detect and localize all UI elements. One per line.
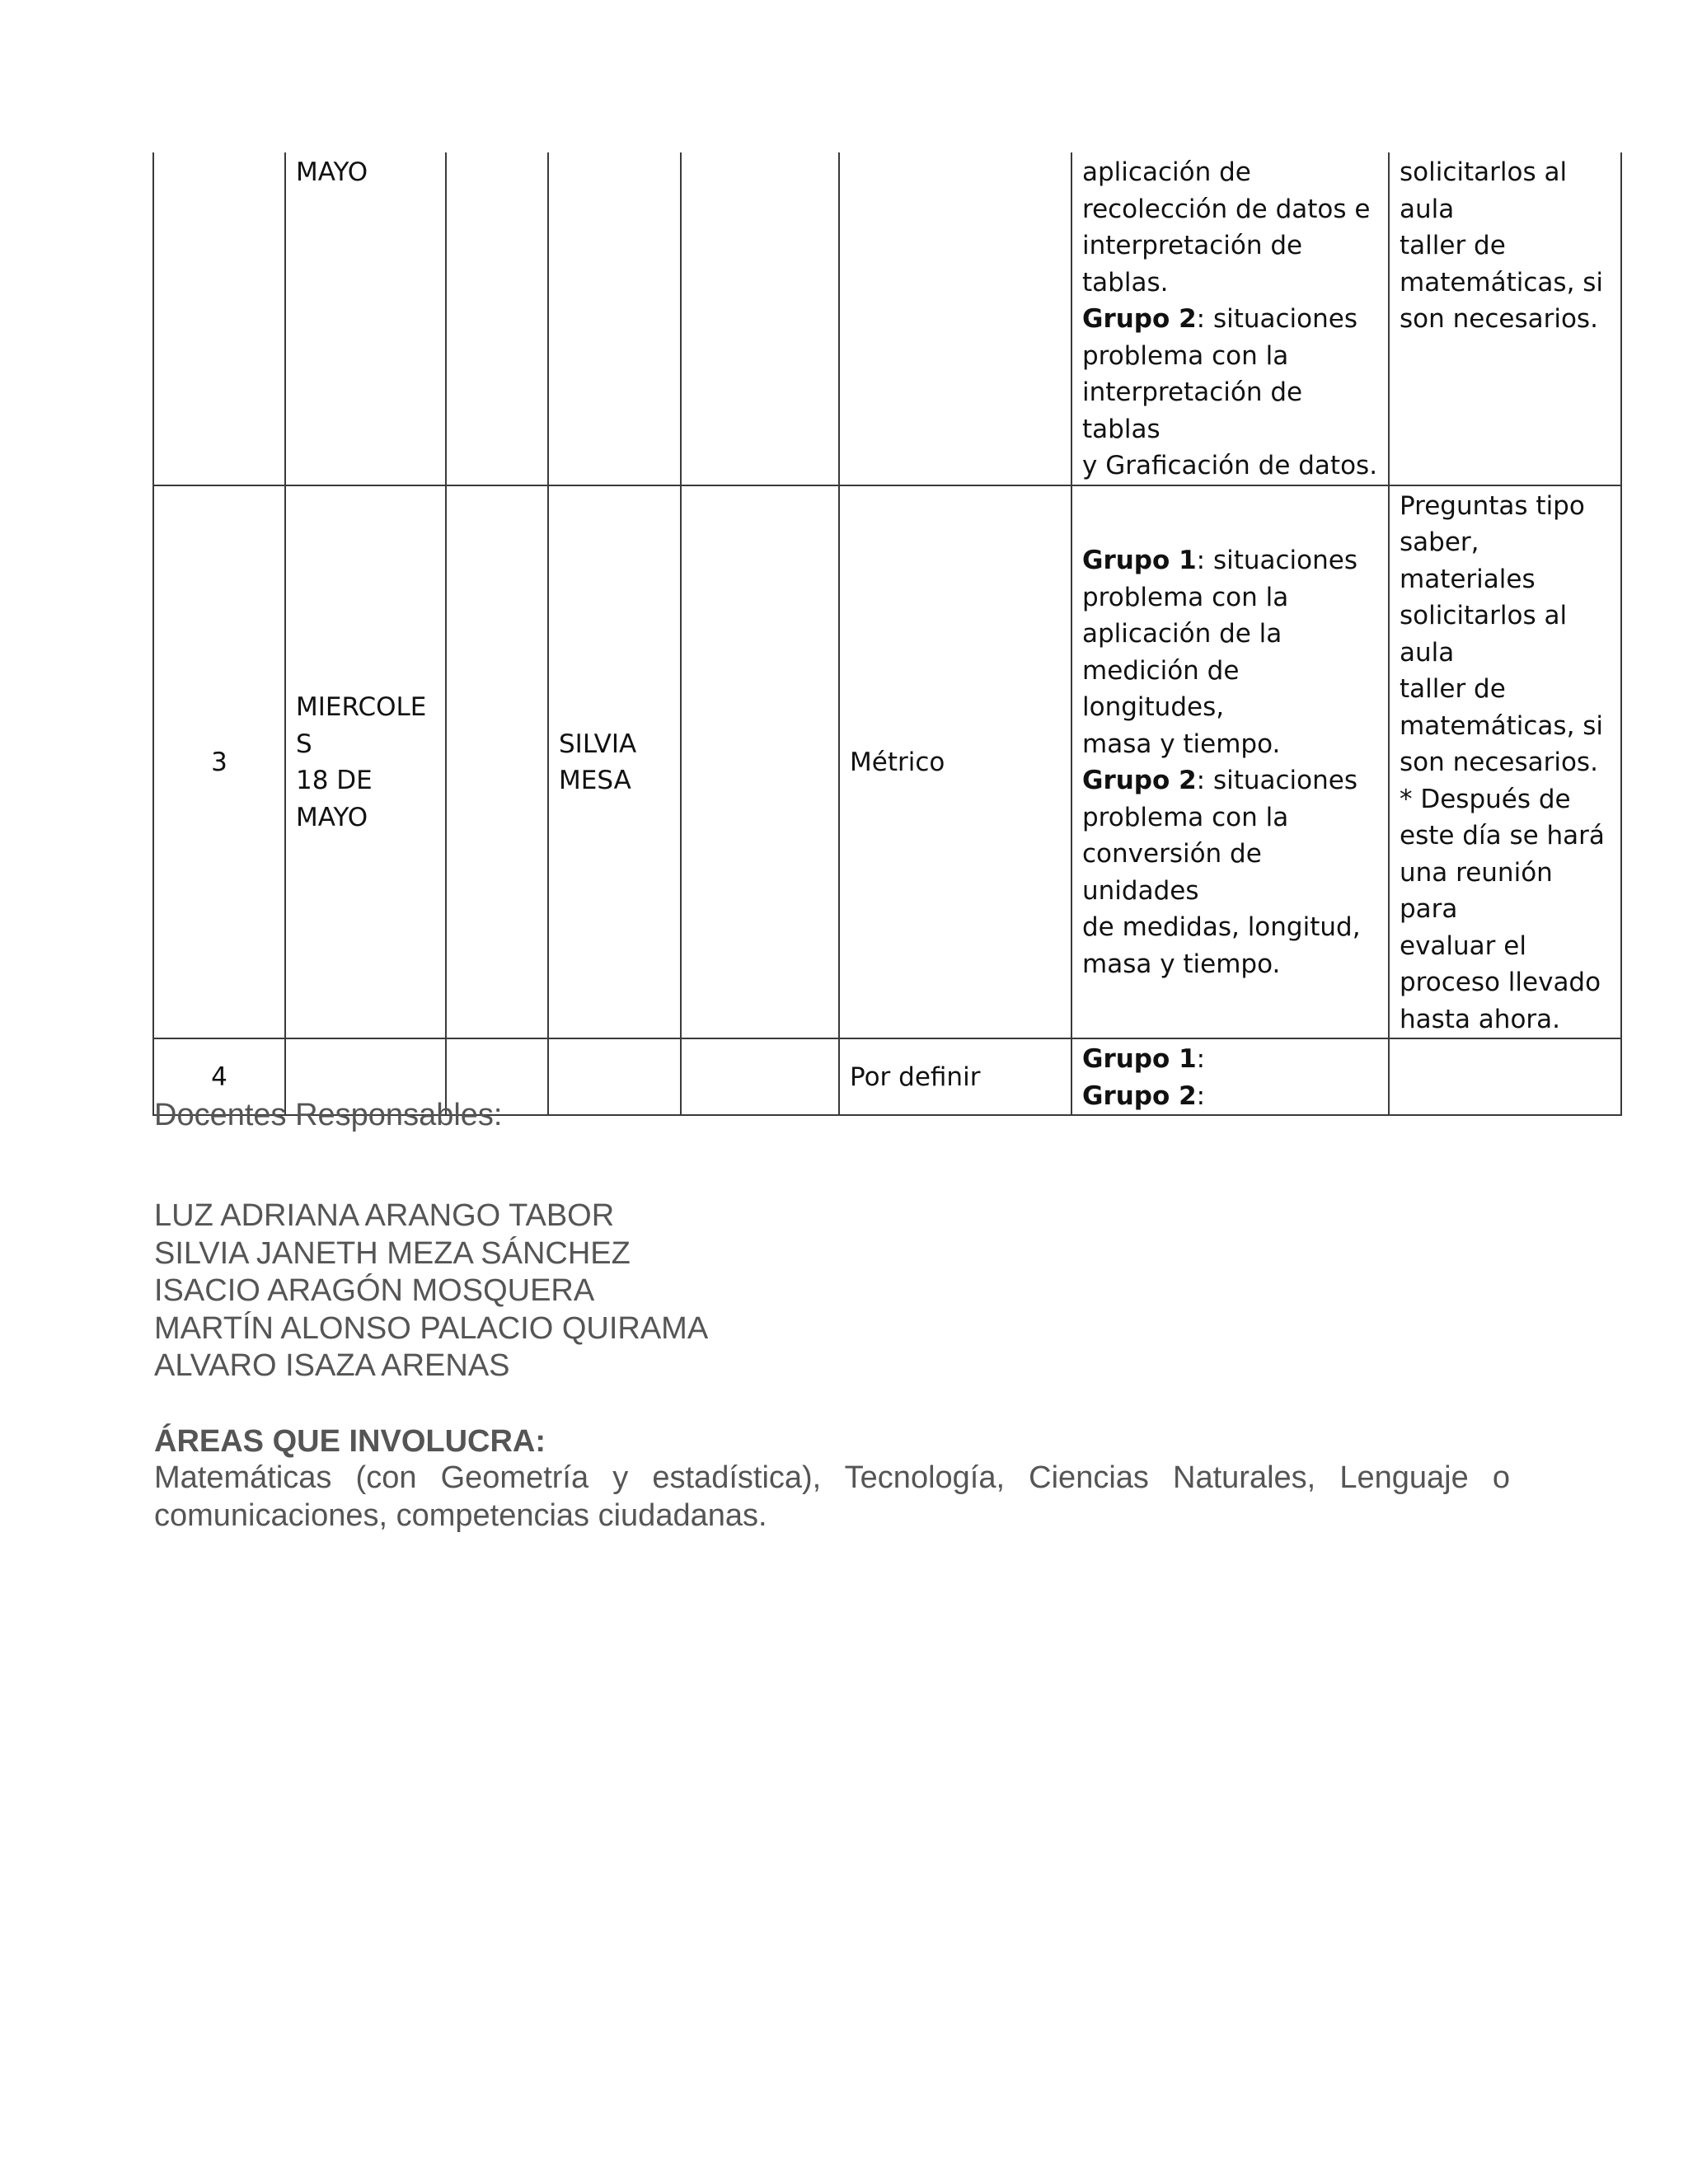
date-cell: [285, 485, 446, 1039]
activity-line: [1082, 653, 1378, 726]
activity-line-text: medición de longitudes,: [1082, 655, 1240, 723]
date-line: 18 DE: [296, 766, 373, 796]
activity-line: [1082, 1078, 1378, 1115]
teacher-name: LUZ ADRIANA ARANGO TABOR: [154, 1198, 615, 1233]
teacher-line: SILVIA: [559, 729, 637, 759]
observation-line: una reunión para: [1400, 857, 1553, 924]
group-label: Grupo 1: [1082, 1044, 1197, 1074]
observation-line: evaluar el: [1400, 930, 1526, 961]
activity-line-text: recolección de datos e: [1082, 194, 1371, 224]
activity-line: [1082, 448, 1378, 485]
observation-line: taller de: [1400, 231, 1506, 260]
group-label: Grupo 2: [1082, 766, 1197, 796]
schedule-table: [152, 152, 1622, 1116]
activity-line: [1082, 154, 1378, 191]
date-line: MAYO: [296, 802, 368, 832]
activity-line-text: interpretación de: [1082, 231, 1303, 260]
empty-cell: [681, 152, 839, 485]
teacher-name: MARTÍN ALONSO PALACIO QUIRAMA: [154, 1310, 709, 1346]
activity-line: [1082, 542, 1378, 579]
activity-line: [1082, 1041, 1378, 1078]
observation-line: taller de: [1400, 674, 1506, 704]
activity-line: [1082, 616, 1378, 653]
observations-cell: [1389, 1038, 1621, 1115]
observation-line: Preguntas tipo: [1400, 490, 1585, 521]
observation-line: este día se hará: [1400, 821, 1605, 851]
thinking-type-cell: [839, 152, 1071, 485]
activity-line-text: interpretación de tablas: [1082, 377, 1303, 444]
activity-line: [1082, 265, 1378, 302]
observation-line: solicitarlos al aula: [1400, 601, 1568, 668]
activity-line-text: : situaciones: [1196, 766, 1358, 796]
areas-heading: ÁREAS QUE INVOLUCRA:: [154, 1424, 546, 1459]
activity-line-text: : situaciones: [1196, 304, 1358, 334]
observation-line: son necesarios.: [1400, 304, 1598, 334]
activity-line-text: aplicación de: [1082, 157, 1251, 187]
activity-line-text: aplicación de la: [1082, 619, 1282, 649]
observation-line: proceso llevado: [1400, 968, 1601, 997]
empty-cell: [681, 485, 839, 1039]
activity-line: [1082, 191, 1378, 228]
teacher-line: MESA: [559, 766, 631, 796]
group-label: Grupo 1: [1082, 546, 1197, 576]
activity-line-text: conversión de unidades: [1082, 839, 1262, 906]
activity-line-text: problema con la: [1082, 582, 1289, 612]
observations-cell: [1389, 485, 1621, 1039]
row-number-cell: 4: [153, 1038, 285, 1115]
row-number-cell: [153, 152, 285, 485]
table-row: [153, 485, 1621, 1039]
activity-line: [1082, 374, 1378, 448]
observation-line: matemáticas, si: [1400, 710, 1604, 741]
date-line: MIERCOLES: [296, 692, 427, 759]
activity-line-text: tablas.: [1082, 267, 1169, 298]
observation-line: * Después de: [1400, 784, 1571, 814]
activity-line-text: : situaciones: [1196, 546, 1358, 576]
thinking-type-cell: Por definir: [839, 1038, 1071, 1115]
activity-line-text: masa y tiempo.: [1082, 729, 1281, 759]
activity-line: [1082, 799, 1378, 837]
activity-line: [1082, 301, 1378, 338]
observation-line: hasta ahora.: [1400, 1004, 1561, 1034]
activity-line-text: :: [1196, 1044, 1206, 1074]
activity-line: [1082, 946, 1378, 983]
activity-line: [1082, 579, 1378, 616]
date-cell: MAYO: [285, 152, 446, 485]
observations-cell: [1389, 152, 1621, 485]
activity-cell: [1071, 152, 1389, 485]
activity-line: [1082, 909, 1378, 946]
areas-description: Matemáticas (con Geometría y estadística), Tecnología, Ciencias Naturales, Lenguaje o comunicaciones, competencias ciudadanas.: [154, 1460, 1510, 1533]
row-number-cell: 3: [153, 485, 285, 1039]
activity-line-text: problema con la: [1082, 802, 1289, 832]
activity-line-text: de medidas, longitud,: [1082, 912, 1361, 943]
activity-line-text: problema con la: [1082, 340, 1289, 371]
teachers-label: Docentes Responsables:: [154, 1098, 503, 1132]
teachers-list: [154, 1197, 708, 1385]
activity-line: [1082, 836, 1378, 909]
activity-line: [1082, 762, 1378, 799]
empty-cell: [446, 152, 548, 485]
activity-line: [1082, 227, 1378, 265]
empty-cell: [446, 485, 548, 1039]
observation-line: son necesarios.: [1400, 748, 1598, 777]
teacher-cell: [548, 152, 681, 485]
group-label: Grupo 2: [1082, 1080, 1197, 1111]
activity-cell: [1071, 1038, 1389, 1115]
observation-line: matemáticas, si: [1400, 267, 1604, 298]
observation-line: solicitarlos al aula: [1400, 157, 1568, 224]
thinking-type-cell: Métrico: [839, 485, 1071, 1039]
activity-cell: [1071, 485, 1389, 1039]
table-row: [153, 152, 1621, 485]
observation-line: saber, materiales: [1400, 527, 1536, 594]
teacher-cell: [548, 485, 681, 1039]
group-label: Grupo 2: [1082, 304, 1197, 334]
teacher-name: ISACIO ARAGÓN MOSQUERA: [154, 1273, 595, 1308]
empty-cell: [681, 1038, 839, 1115]
activity-line-text: y Graficación de datos.: [1082, 451, 1378, 480]
activity-line-text: :: [1196, 1080, 1206, 1111]
activity-line: [1082, 726, 1378, 763]
teacher-cell: [548, 1038, 681, 1115]
teacher-name: SILVIA JANETH MEZA SÁNCHEZ: [154, 1235, 631, 1271]
teacher-name: ALVARO ISAZA ARENAS: [154, 1348, 510, 1383]
activity-line: [1082, 338, 1378, 375]
activity-line-text: masa y tiempo.: [1082, 949, 1281, 979]
